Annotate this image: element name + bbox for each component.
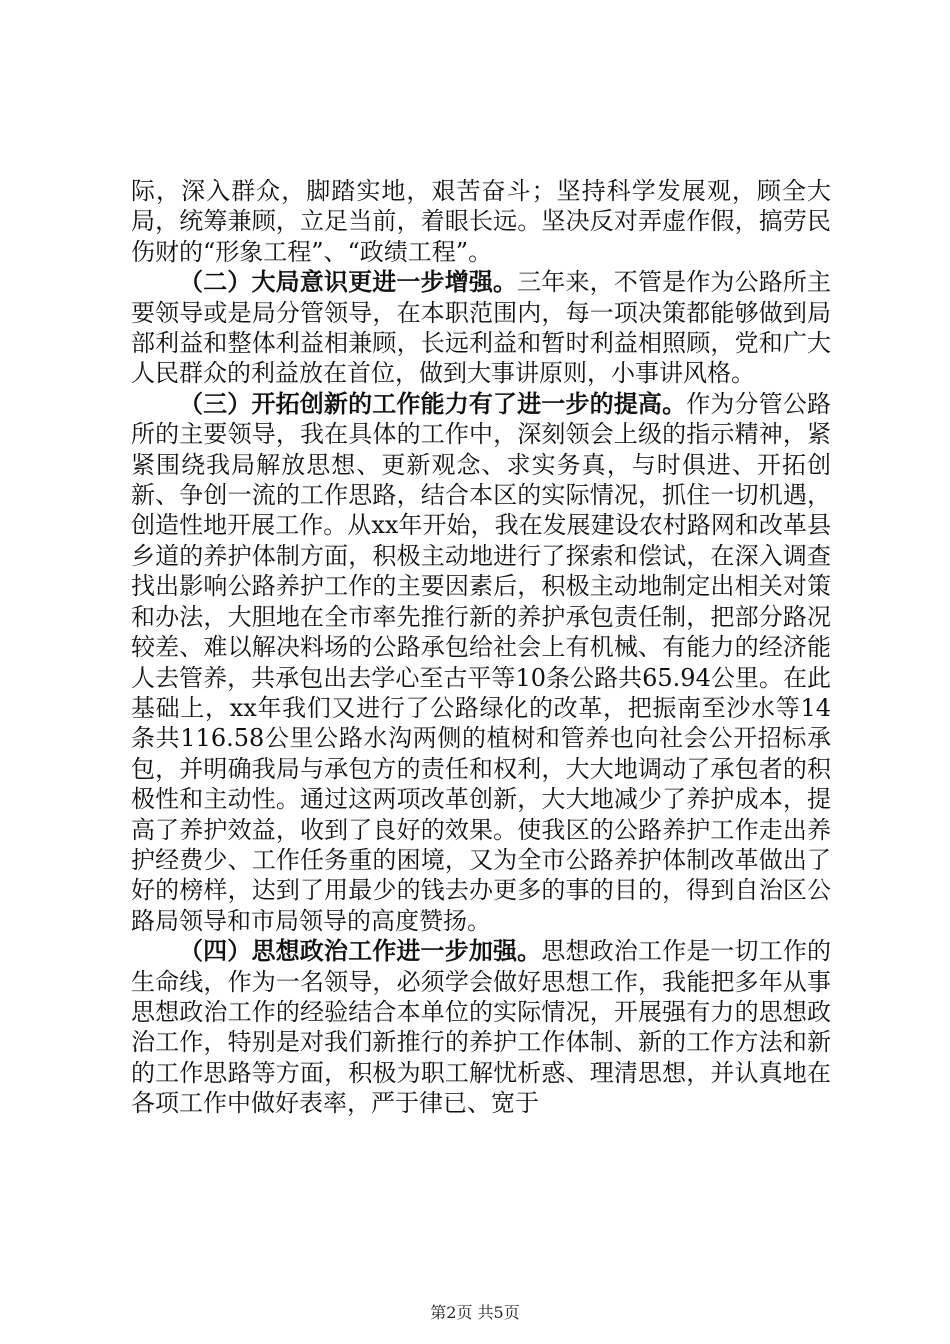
paragraph-section-4 xyxy=(131,936,831,1118)
paragraph-text: 作为分管公路所的主要领导，我在具体的工作中，深刻领会上级的指示精神，紧紧围绕我局解放思想、更新观念、求实务真，与时俱进、开拓创新、争创一流的工作思路，结合本区的实际情况，抓住一切机遇，创造性地开展工作。从xx年开始，我在发展建设农村路网和改革县乡道的养护体制方面，积极主动地进行了探索和偿试，在深入调查找出影响公路养护工作的主要因素后，积极主动地制定出相关对策和办法，大胆地在全市率先推行新的养护承包责任制，把部分路况较差、难以解决料场的公路承包给社会上有机械、有能力的经济能人去管养，共承包出去学心至古平等10条公路共65.94公里。在此基础上，xx年我们又进行了公路绿化的改革，把振南至沙水等14条共116.58公里公路水沟两侧的植树和管养也向社会公开招标承包，并明确我局与承包方的责任和权利，大大地调动了承包者的积极性和主动性。通过这两项改革创新，大大地减少了养护成本，提高了养护效益，收到了良好的效果。使我区的公路养护工作走出养护经费少、工作任务重的困境，又为全市公路养护体制改革做出了好的榜样，达到了用最少的钱去办更多的事的目的，得到自治区公路局领导和市局领导的高度赞扬。 xyxy=(131,389,832,935)
page-footer xyxy=(0,1300,950,1323)
page-number-label: 第2页 共5页 xyxy=(430,1303,520,1322)
paragraph-text: 思想政治工作是一切工作的生命线，作为一名领导，必须学会做好思想工作，我能把多年从事思想政治工作的经验结合本单位的实际情况，开展强有力的思想政治工作，特别是对我们新推行的养护工作体制、新的工作方法和新的工作思路等方面，积极为职工解忧析惑、理清思想，并认真地在各项工作中做好表率，严于律已、宽于 xyxy=(131,937,832,1118)
paragraph-continuation xyxy=(131,176,831,267)
section-heading: （三）开拓创新的工作能力有了进一步的提高。 xyxy=(179,389,687,418)
paragraph-section-3 xyxy=(131,389,831,936)
section-heading: （四）思想政治工作进一步加强。 xyxy=(179,937,542,966)
paragraph-section-2 xyxy=(131,267,831,389)
paragraph-text: 际，深入群众，脚踏实地，艰苦奋斗；坚持科学发展观，顾全大局，统筹兼顾，立足当前，着眼长远。坚决反对弄虚作假，搞劳民伤财的“形象工程”、“政绩工程”。 xyxy=(131,177,831,266)
paragraph-text: 三年来，不管是作为公路所主要领导或是局分管领导，在本职范围内，每一项决策都能够做到局部利益和整体利益相兼顾，长远利益和暂时利益相照顾，党和广大人民群众的利益放在首位，做到大事讲原则，小事讲风格。 xyxy=(131,268,832,388)
section-heading: （二）大局意识更进一步增强。 xyxy=(179,268,518,297)
document-body xyxy=(131,176,831,1119)
